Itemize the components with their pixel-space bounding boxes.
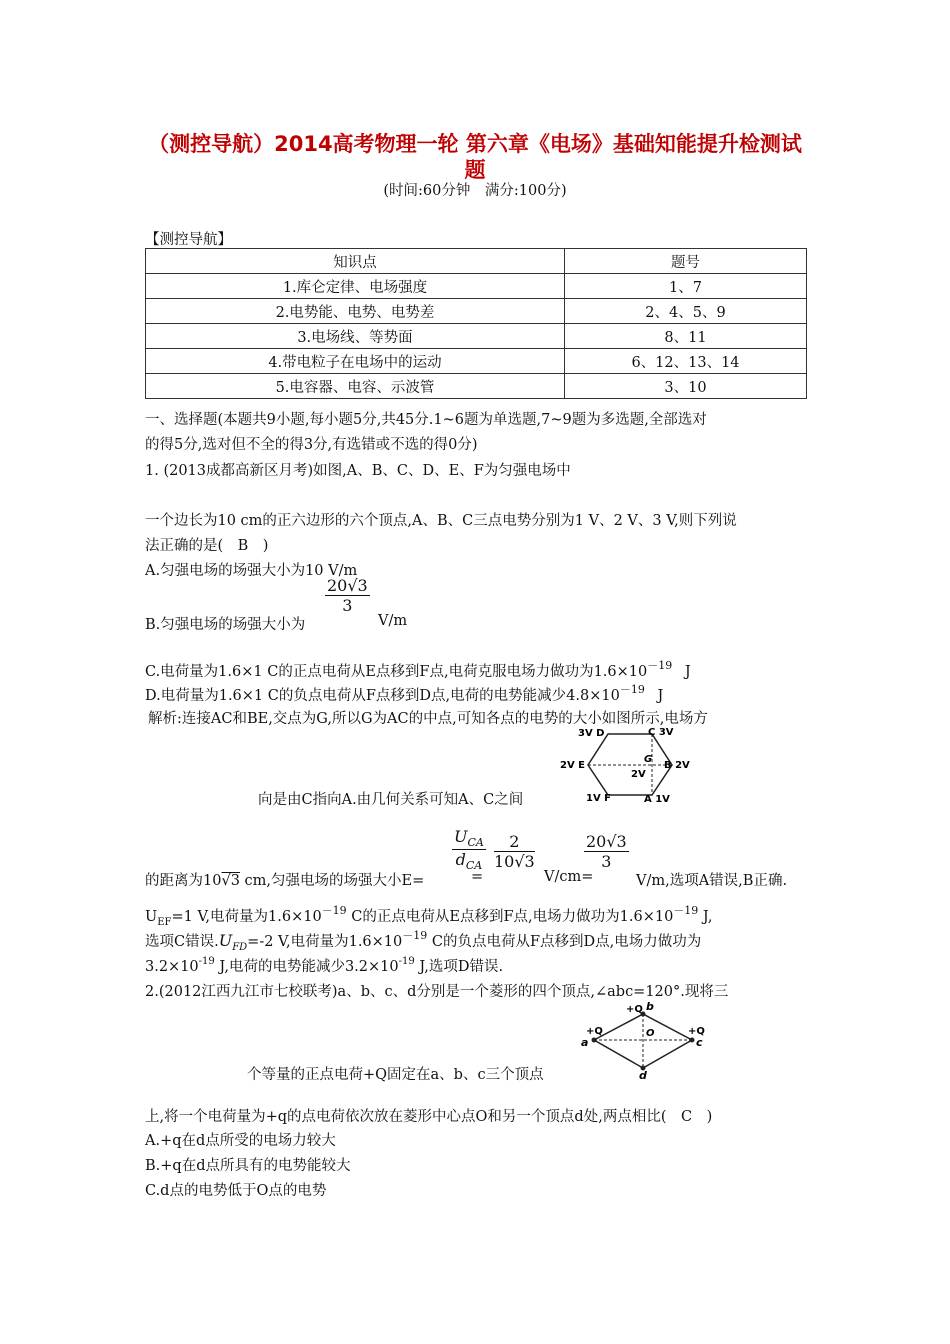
rhombus-label-b: b bbox=[646, 1000, 654, 1013]
table-cell: 4.带电粒子在电场中的运动 bbox=[146, 349, 565, 374]
sol5-u: U bbox=[218, 931, 233, 950]
q1-option-d-text: D.电荷量为1.6×1 C的负点电荷从F点移到D点,电荷的电势能减少4.8×1 bbox=[145, 688, 611, 704]
rhombus-figure bbox=[578, 1000, 708, 1080]
sol3-sqrt: √3 bbox=[221, 873, 240, 889]
rhombus-label-charge-b: +Q bbox=[626, 1004, 643, 1015]
frac1-equals: = bbox=[471, 869, 484, 885]
q1-solution-line-1: 解析:连接AC和BE,交点为G,所以G为AC的中点,可知各点的电势的大小如图所示,电场方 bbox=[148, 711, 708, 727]
section-intro-line-2: 的得5分,选对但不全的得3分,有选错或不选的得0分) bbox=[145, 437, 478, 453]
hexagon-label-a: A 1V bbox=[644, 794, 670, 805]
section-intro-line-1: 一、选择题(本题共9小题,每小题5分,共45分.1~6题为单选题,7~9题为多选题,全部选对 bbox=[145, 412, 707, 428]
hexagon-label-f: 1V F bbox=[586, 793, 612, 804]
sol3-text-a: 的距离为10 bbox=[145, 873, 222, 889]
frac1-den-sub: CA bbox=[465, 859, 483, 873]
table-row bbox=[146, 299, 807, 324]
table-header-cell: 题号 bbox=[565, 249, 807, 274]
rhombus-point-c bbox=[690, 1038, 695, 1043]
subtitle: (时间:60分钟 满分:100分) bbox=[383, 183, 567, 199]
q1-option-d bbox=[145, 684, 663, 705]
q1-stem-line-3: 法正确的是( B ) bbox=[145, 538, 269, 554]
sol4-exponent-2: －19 bbox=[673, 904, 699, 917]
sol3-text-c: cm,匀强电场的场强大小E= bbox=[239, 873, 425, 889]
q2-stem-line-1: 2.(2012江西九江市七校联考)a、b、c、d分别是一个菱形的四个顶点,∠abc=120°.现将三 bbox=[145, 984, 729, 1000]
rhombus-label-charge-a: +Q bbox=[586, 1026, 603, 1037]
hexagon-label-d: 3V D bbox=[578, 728, 605, 739]
q1-option-a: A.匀强电场的场强大小为10 V/m bbox=[145, 563, 358, 579]
nav-heading: 【测控导航】 bbox=[145, 232, 232, 248]
q2-option-b: B.+q在d点所具有的电势能较大 bbox=[145, 1158, 351, 1174]
hexagon-label-b: B 2V bbox=[664, 760, 690, 771]
q1-option-c bbox=[145, 660, 691, 681]
rhombus-label-c: c bbox=[696, 1036, 703, 1049]
sol5-exponent: －19 bbox=[402, 929, 428, 942]
sol6-exponent-2: -19 bbox=[398, 956, 415, 967]
q2-option-c: C.d点的电势低于O点的电势 bbox=[145, 1183, 327, 1199]
fraction-denominator: 3 bbox=[342, 596, 353, 615]
sol6-text-c: J,选项D错误. bbox=[414, 959, 504, 975]
q1-solution-line-2: 向是由C指向A.由几何关系可知A、C之间 bbox=[258, 792, 524, 808]
sol4-u-sub: EF bbox=[157, 916, 172, 928]
fraction-denominator: 10√3 bbox=[494, 852, 535, 871]
sol6-text-b: J,电荷的电势能减少3.2×10 bbox=[214, 959, 399, 975]
q1-stem-line-2: 一个边长为10 cm的正六边形的六个顶点,A、B、C三点电势分别为1 V、2 V、3 V,则下列说 bbox=[145, 513, 737, 529]
q1-option-d-exponent: －19 bbox=[619, 683, 645, 696]
nav-table bbox=[145, 248, 807, 399]
title-line-1: （测控导航）2014高考物理一轮 第六章《电场》基础知能提升检测试 bbox=[148, 132, 802, 156]
sol6-exponent-1: -19 bbox=[198, 956, 215, 967]
table-row bbox=[146, 374, 807, 399]
frac1-num: U bbox=[454, 827, 468, 846]
hexagon-label-g: G bbox=[644, 754, 653, 765]
fraction-denominator: 3 bbox=[601, 852, 612, 871]
q1-option-b: B.匀强电场的场强大小为 bbox=[145, 617, 306, 633]
table-cell: 1.库仑定律、电场强度 bbox=[146, 274, 565, 299]
sol3-unit-vcm: V/cm= bbox=[544, 869, 594, 885]
sol4-exponent-1: －19 bbox=[321, 904, 347, 917]
q1-option-c-exponent: －19 bbox=[647, 659, 673, 672]
rhombus-label-o: O bbox=[646, 1028, 655, 1039]
fraction-numerator: 20√3 bbox=[586, 832, 627, 851]
sol5-text-a: 选项C错误. bbox=[145, 934, 219, 950]
sol6-text-a: 3.2×10 bbox=[145, 959, 199, 975]
q1-solution-line-6 bbox=[145, 955, 503, 976]
q1-option-d-unit: J bbox=[657, 688, 664, 704]
table-cell: 5.电容器、电容、示波管 bbox=[146, 374, 565, 399]
title-line-2: 题 bbox=[464, 158, 486, 182]
hexagon-label-c: C 3V bbox=[648, 727, 674, 738]
fraction-20root3-over-3 bbox=[584, 832, 629, 871]
table-cell: 3.电场线、等势面 bbox=[146, 324, 565, 349]
rhombus-label-charge-c: +Q bbox=[688, 1026, 705, 1037]
rhombus-label-a: a bbox=[581, 1036, 589, 1049]
table-cell: 8、11 bbox=[565, 324, 807, 349]
q2-stem-line-2: 个等量的正点电荷+Q固定在a、b、c三个顶点 bbox=[247, 1067, 544, 1083]
rhombus-point-a bbox=[592, 1038, 597, 1043]
table-cell: 6、12、13、14 bbox=[565, 349, 807, 374]
hexagon-label-g-potential: 2V bbox=[631, 769, 646, 780]
fraction-ucd bbox=[452, 827, 486, 872]
q1-option-d-tail: 0 bbox=[610, 688, 620, 704]
frac1-den: d bbox=[455, 850, 466, 870]
sol4-text-c: C的正点电荷从E点移到F点,电场力做功为1.6×10 bbox=[346, 909, 674, 925]
hexagon-label-e: 2V E bbox=[560, 760, 586, 771]
table-cell: 2.电势能、电势、电势差 bbox=[146, 299, 565, 324]
sol4-text-b: =1 V,电荷量为1.6×10 bbox=[171, 909, 322, 925]
q2-option-a: A.+q在d点所受的电场力较大 bbox=[145, 1133, 336, 1149]
table-cell: 3、10 bbox=[565, 374, 807, 399]
sol5-u-sub: FD bbox=[232, 941, 248, 953]
q1-option-b-fraction bbox=[325, 576, 370, 615]
frac1-num-sub: CA bbox=[467, 836, 484, 850]
fraction-2-over-10root3 bbox=[494, 832, 535, 871]
q1-option-b-unit: V/m bbox=[378, 613, 408, 629]
fraction-numerator: 2 bbox=[494, 832, 535, 852]
table-row bbox=[146, 274, 807, 299]
sol5-text-c: C的负点电荷从F点移到D点,电场力做功为 bbox=[427, 934, 702, 950]
hexagon-figure bbox=[560, 722, 700, 806]
q1-option-c-tail: 0 bbox=[638, 664, 648, 680]
sol4-text-d: J, bbox=[698, 909, 713, 925]
table-cell: 2、4、5、9 bbox=[565, 299, 807, 324]
table-header-cell: 知识点 bbox=[146, 249, 565, 274]
q1-stem-line-1: 1. (2013成都高新区月考)如图,A、B、C、D、E、F为匀强电场中 bbox=[145, 463, 571, 479]
fraction-numerator: 20√3 bbox=[327, 576, 368, 595]
table-row bbox=[146, 324, 807, 349]
q1-solution-line-4 bbox=[145, 905, 713, 928]
q1-solution-line-5 bbox=[145, 930, 701, 953]
table-row bbox=[146, 349, 807, 374]
sol5-text-b: =-2 V,电荷量为1.6×10 bbox=[247, 934, 403, 950]
q1-option-c-unit: J bbox=[684, 664, 691, 680]
q1-solution-line-3 bbox=[145, 869, 424, 890]
sol3-conclusion: V/m,选项A错误,B正确. bbox=[636, 873, 788, 889]
rhombus-label-d: d bbox=[639, 1069, 647, 1080]
table-header-row bbox=[146, 249, 807, 274]
sol4-u: U bbox=[145, 909, 158, 925]
fraction-numerator bbox=[452, 827, 486, 850]
q2-stem-line-3: 上,将一个电荷量为+q的点电荷依次放在菱形中心点O和另一个顶点d处,两点相比( C ) bbox=[145, 1109, 713, 1125]
table-cell: 1、7 bbox=[565, 274, 807, 299]
q1-option-c-text: C.电荷量为1.6×1 C的正点电荷从E点移到F点,电荷克服电场力做功为1.6×1 bbox=[145, 664, 639, 680]
